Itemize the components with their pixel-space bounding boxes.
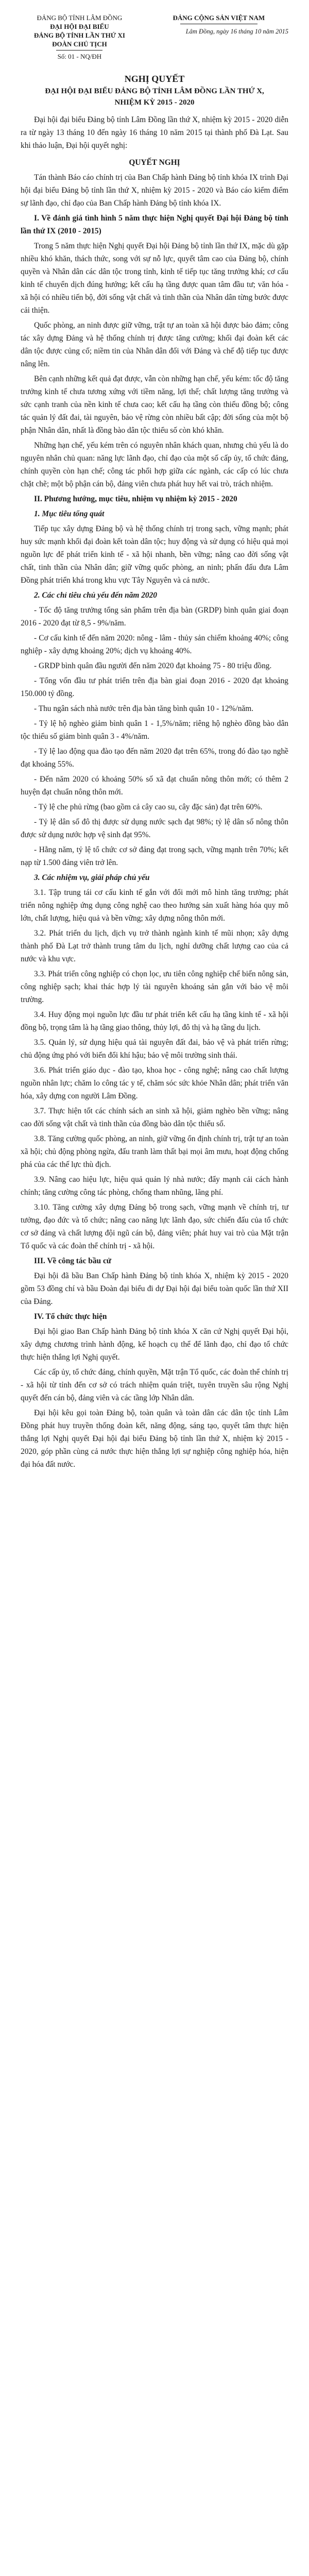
party-title: ĐẢNG CỘNG SẢN VIỆT NAM: [173, 14, 265, 22]
body-paragraph: Những hạn chế, yếu kém trên có nguyên nhân khách quan, nhưng chủ yếu là do nguyên nhân chủ quan: năng lực lãnh đạo, chỉ đạo của một số cấp ủy, tổ chức đảng, chính quyền còn hạn chế; công tác phối hợp giữa các ngành, các cấp có lúc chưa chặt chẽ; một bộ phận cán bộ, đảng viên chưa phát huy hết vai trò, trách nhiệm.: [21, 441, 288, 488]
issuer-line: ĐẠI HỘI ĐẠI BIỂU: [50, 23, 109, 30]
body-paragraph: 3.2. Phát triển du lịch, dịch vụ trở thành ngành kinh tế mũi nhọn; xây dựng thành phố Đà Lạt trở thành trung tâm du lịch, nghỉ dưỡng chất lượng cao của cả nước và khu vực.: [21, 929, 288, 963]
body-paragraph: 3.3. Phát triển công nghiệp có chọn lọc, ưu tiên công nghiệp chế biến nông sản, công nghiệp sạch; khai thác hợp lý tài nguyên khoáng sản gắn với bảo vệ môi trường.: [21, 970, 288, 1004]
section-heading: IV. Tổ chức thực hiện: [34, 1312, 107, 1321]
document-subtitle: ĐẠI HỘI ĐẠI BIỂU ĐẢNG BỘ TỈNH LÂM ĐỒNG LẦN THỨ X,: [45, 87, 264, 95]
body-paragraph: - Tỷ lệ che phủ rừng (bao gồm cả cây cao su, cây đặc sản) đạt trên 60%.: [34, 803, 263, 811]
section-heading: III. Về công tác bầu cử: [34, 1257, 112, 1265]
body-paragraph: Các cấp ủy, tổ chức đảng, chính quyền, Mặt trận Tổ quốc, các đoàn thể chính trị - xã hội từ tỉnh đến cơ sở có trách nhiệm quán triệt, tuyên truyền sâu rộng Nghị quyết đến cán bộ, đảng viên và các tầng lớp Nhân dân.: [21, 1368, 288, 1402]
section-heading: I. Về đánh giá tình hình 5 năm thực hiện Nghị quyết Đại hội Đảng bộ tỉnh lần thứ IX (2010 - 2015): [21, 214, 288, 235]
document-header: [21, 13, 288, 61]
issuer-line: ĐẢNG BỘ TỈNH LẦN THỨ XI: [33, 31, 125, 39]
issuer-line: ĐOÀN CHỦ TỊCH: [52, 40, 107, 48]
body-paragraph: - Tỷ lệ hộ nghèo giảm bình quân 1 - 1,5%/năm; riêng hộ nghèo đồng bào dân tộc thiểu số giảm bình quân 3 - 4%/năm.: [21, 719, 288, 741]
body-paragraph: 3.1. Tập trung tái cơ cấu kinh tế gắn với đổi mới mô hình tăng trưởng; phát triển nông nghiệp ứng dụng công nghệ cao theo hướng sản xuất hàng hóa quy mô lớn, chất lượng, hiệu quả và bền vững; xây dựng nông thôn mới.: [21, 888, 288, 923]
document-number: Số: 01 - NQ/ĐH: [57, 53, 102, 60]
body-paragraph: Trong 5 năm thực hiện Nghị quyết Đại hội Đảng bộ tỉnh lần thứ IX, mặc dù gặp nhiều khó khăn, thách thức, song với sự nỗ lực, quyết tâm cao của Đảng bộ, chính quyền và Nhân dân các dân tộc trong tỉnh, kinh tế tiếp tục tăng trưởng khá; cơ cấu kinh tế chuyển dịch đúng hướng; kết cấu hạ tầng được quan tâm đầu tư; văn hóa - xã hội có nhiều tiến bộ, đời sống vật chất và tinh thần của Nhân dân từng bước được cải thiện.: [21, 242, 289, 315]
body-paragraph: Bên cạnh những kết quả đạt được, vẫn còn những hạn chế, yếu kém: tốc độ tăng trưởng kinh tế chưa tương xứng với tiềm năng, lợi thế; chất lượng tăng trưởng và sức cạnh tranh của nền kinh tế chưa cao; kết cấu hạ tầng còn thiếu đồng bộ; công tác quản lý đất đai, tài nguyên, bảo vệ rừng còn nhiều bất cập; đời sống của một bộ phận Nhân dân, nhất là đồng bào dân tộc thiểu số còn khó khăn.: [21, 375, 288, 435]
section-heading: II. Phương hướng, mục tiêu, nhiệm vụ nhiệm kỳ 2015 - 2020: [34, 495, 237, 503]
body-paragraph: Đại hội kêu gọi toàn Đảng bộ, toàn quân và toàn dân các dân tộc tỉnh Lâm Đồng phát huy truyền thống đoàn kết, năng động, sáng tạo, quyết tâm thực hiện thắng lợi Nghị quyết Đại hội đại biểu Đảng bộ tỉnh lần thứ X, nhiệm kỳ 2015 - 2020, góp phần cùng cả nước thực hiện thắng lợi sự nghiệp công nghiệp hóa, hiện đại hóa đất nước.: [21, 1409, 288, 1469]
body-paragraph: 3.6. Phát triển giáo dục - đào tạo, khoa học - công nghệ; nâng cao chất lượng nguồn nhân lực; chăm lo công tác y tế, chăm sóc sức khỏe Nhân dân; phát triển văn hóa, xây dựng con người Lâm Đồng.: [21, 1066, 288, 1100]
body-paragraph: Đại hội đã bầu Ban Chấp hành Đảng bộ tỉnh khóa X, nhiệm kỳ 2015 - 2020 gồm 53 đồng chí và bầu Đoàn đại biểu đi dự Đại hội đại biểu toàn quốc lần thứ XII của Đảng.: [21, 1272, 288, 1306]
party-block: [149, 13, 288, 36]
body-paragraph: 3.4. Huy động mọi nguồn lực đầu tư phát triển kết cấu hạ tầng kinh tế - xã hội đồng bộ, trọng tâm là hạ tầng giao thông, thủy lợi, đô thị và hạ tầng du lịch.: [21, 1010, 288, 1032]
body-paragraph: - Tổng vốn đầu tư phát triển trên địa bàn giai đoạn 2016 - 2020 đạt khoảng 150.000 tỷ đồng.: [21, 676, 288, 698]
body-paragraph: 3.10. Tăng cường xây dựng Đảng bộ trong sạch, vững mạnh về chính trị, tư tưởng, đạo đức và tổ chức; nâng cao năng lực lãnh đạo, sức chiến đấu của tổ chức cơ sở đảng và chất lượng đội ngũ cán bộ, đảng viên; phát huy vai trò của Mặt trận Tổ quốc và các đoàn thể chính trị - xã hội.: [21, 1203, 288, 1250]
body-paragraph: 3.9. Nâng cao hiệu lực, hiệu quả quản lý nhà nước; đẩy mạnh cải cách hành chính; tăng cường công tác phòng, chống tham nhũng, lãng phí.: [21, 1175, 288, 1197]
body-paragraph: - Tốc độ tăng trưởng tổng sản phẩm trên địa bàn (GRDP) bình quân giai đoạn 2016 - 2020 đạt từ 8,5 - 9%/năm.: [21, 606, 288, 628]
subsection-heading: 2. Các chỉ tiêu chủ yếu đến năm 2020: [34, 591, 157, 600]
body-paragraph: Tiếp tục xây dựng Đảng bộ và hệ thống chính trị trong sạch, vững mạnh; phát huy sức mạnh khối đại đoàn kết toàn dân tộc; huy động và sử dụng có hiệu quả mọi nguồn lực để phát triển kinh tế - xã hội nhanh, bền vững; nâng cao đời sống vật chất, tinh thần của Nhân dân; giữ vững quốc phòng, an ninh; phấn đấu đưa Lâm Đồng phát triển khá trong khu vực Tây Nguyên và cả nước.: [21, 524, 288, 585]
subsection-heading: 1. Mục tiêu tổng quát: [34, 510, 105, 518]
section-heading: QUYẾT NGHỊ: [129, 158, 180, 167]
body-paragraph: - Tỷ lệ dân số đô thị được sử dụng nước sạch đạt 98%; tỷ lệ dân số nông thôn được sử dụng nước hợp vệ sinh đạt 95%.: [21, 818, 288, 839]
body-paragraph: - Tỷ lệ lao động qua đào tạo đến năm 2020 đạt trên 65%, trong đó đào tạo nghề đạt khoảng 55%.: [21, 747, 288, 769]
body-paragraph: Đại hội giao Ban Chấp hành Đảng bộ tỉnh khóa X căn cứ Nghị quyết Đại hội, xây dựng chương trình hành động, kế hoạch cụ thể để lãnh đạo, chỉ đạo tổ chức thực hiện thắng lợi Nghị quyết.: [21, 1327, 288, 1362]
body-paragraph: Tán thành Báo cáo chính trị của Ban Chấp hành Đảng bộ tỉnh khóa IX trình Đại hội đại biểu Đảng bộ tỉnh lần thứ X, nhiệm kỳ 2015 - 2020 và Báo cáo kiểm điểm sự lãnh đạo, chỉ đạo của Ban Chấp hành Đảng bộ tỉnh khóa IX.: [21, 173, 288, 208]
document-date: Lâm Đồng, ngày 16 tháng 10 năm 2015: [185, 28, 288, 35]
body-paragraph: Đại hội đại biểu Đảng bộ tỉnh Lâm Đồng lần thứ X, nhiệm kỳ 2015 - 2020 diễn ra từ ngày 13 tháng 10 đến ngày 16 tháng 10 năm 2015 tại thành phố Đà Lạt. Sau khi thảo luận, Đại hội quyết nghị:: [21, 115, 288, 150]
body-paragraph: - Đến năm 2020 có khoảng 50% số xã đạt chuẩn nông thôn mới; có thêm 2 huyện đạt chuẩn nông thôn mới.: [21, 775, 288, 796]
subsection-heading: 3. Các nhiệm vụ, giải pháp chủ yếu: [34, 873, 150, 882]
body-paragraph: - Cơ cấu kinh tế đến năm 2020: nông - lâm - thủy sản chiếm khoảng 40%; công nghiệp - xây dựng khoảng 20%; dịch vụ khoảng 40%.: [21, 634, 288, 655]
document-body: [21, 113, 288, 1471]
issuer-line: ĐẢNG BỘ TỈNH LÂM ĐỒNG: [37, 14, 123, 22]
body-paragraph: - GRDP bình quân đầu người đến năm 2020 đạt khoảng 75 - 80 triệu đồng.: [34, 662, 272, 670]
body-paragraph: - Thu ngân sách nhà nước trên địa bàn tăng bình quân 10 - 12%/năm.: [34, 704, 254, 713]
issuer-block: [21, 13, 139, 61]
body-paragraph: 3.5. Quản lý, sử dụng hiệu quả tài nguyên đất đai, bảo vệ và phát triển rừng; chủ động ứng phó với biến đổi khí hậu; bảo vệ môi trường sinh thái.: [21, 1038, 288, 1060]
body-paragraph: - Hằng năm, tỷ lệ tổ chức cơ sở đảng đạt trong sạch, vững mạnh trên 70%; kết nạp từ 1.500 đảng viên trở lên.: [21, 845, 288, 867]
body-paragraph: 3.8. Tăng cường quốc phòng, an ninh, giữ vững ổn định chính trị, trật tự an toàn xã hội; chủ động phòng ngừa, đấu tranh làm thất bại mọi âm mưu, hoạt động chống phá của các thế lực thù địch.: [21, 1134, 288, 1169]
body-paragraph: 3.7. Thực hiện tốt các chính sách an sinh xã hội, giảm nghèo bền vững; nâng cao đời sống vật chất và tinh thần của đồng bào dân tộc thiểu số.: [21, 1107, 288, 1128]
document-term: NHIỆM KỲ 2015 - 2020: [114, 98, 195, 107]
body-paragraph: Quốc phòng, an ninh được giữ vững, trật tự an toàn xã hội được bảo đảm; công tác xây dựng Đảng và hệ thống chính trị được tăng cường; khối đại đoàn kết các dân tộc được củng cố; niềm tin của Nhân dân đối với Đảng và chế độ tiếp tục được nâng lên.: [21, 321, 288, 368]
document-title: NGHỊ QUYẾT: [124, 74, 185, 84]
